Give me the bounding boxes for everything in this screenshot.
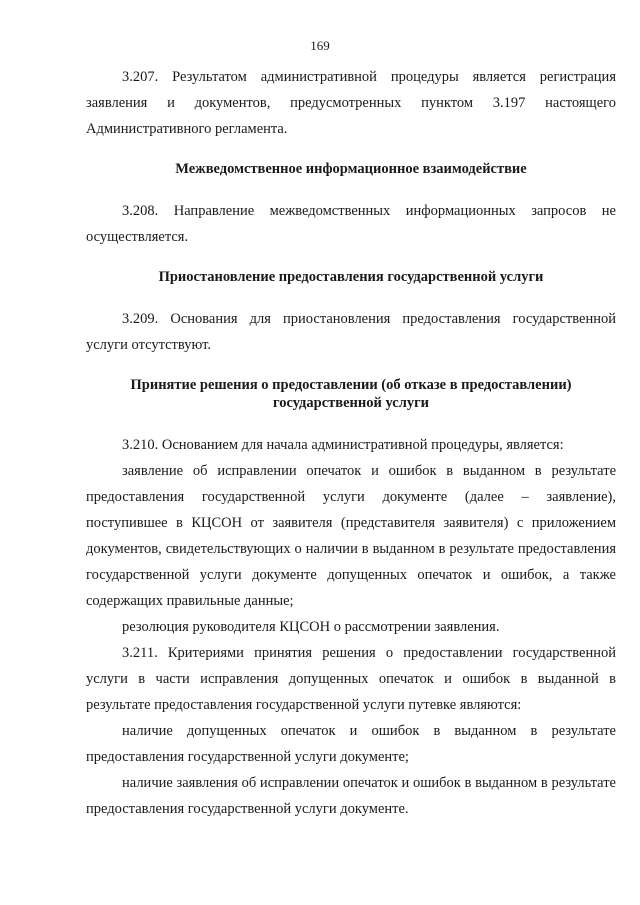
paragraph-3-210: 3.210. Основанием для начала административной процедуры, является: — [122, 437, 564, 453]
heading-interagency-interaction: Межведомственное информационное взаимодействие — [175, 161, 527, 177]
paragraph-3-207: 3.207. Результатом административной процедуры является регистрация заявления и документов, предусмотренных пунктом 3.197 настоящего Административного регламента. — [86, 69, 616, 137]
paragraph-application-description: заявление об исправлении опечаток и ошибок в выданном в результате предоставления государственной услуги документе (далее – заявление), поступившее в КЦСОН от заявителя (представителя заявителя) с приложением документов, свидетельствующих о наличии в выданном в результате предоставления государственной услуги документе допущенных опечаток и ошибок, а также содержащих правильные данные; — [86, 463, 616, 609]
page-number: 169 — [310, 38, 330, 53]
paragraph-3-208: 3.208. Направление межведомственных информационных запросов не осуществляется. — [86, 203, 616, 245]
paragraph-3-209: 3.209. Основания для приостановления предоставления государственной услуги отсутствуют. — [86, 311, 616, 353]
heading-decision-making: Принятие решения о предоставлении (об отказе в предоставлении) государственной услуги — [130, 377, 572, 411]
paragraph-3-211: 3.211. Критериями принятия решения о предоставлении государственной услуги в части исправления допущенных опечаток и ошибок в выданной в результате предоставления государственной услуги путевке являются: — [86, 645, 616, 713]
paragraph-criterion-application: наличие заявления об исправлении опечаток и ошибок в выданном в результате предоставления государственной услуги документе. — [86, 775, 616, 817]
paragraph-criterion-errors: наличие допущенных опечаток и ошибок в выданном в результате предоставления государственной услуги документе; — [86, 723, 616, 765]
paragraph-resolution: резолюция руководителя КЦСОН о рассмотрении заявления. — [122, 619, 500, 635]
heading-service-suspension: Приостановление предоставления государственной услуги — [158, 269, 544, 285]
document-body — [86, 64, 616, 822]
